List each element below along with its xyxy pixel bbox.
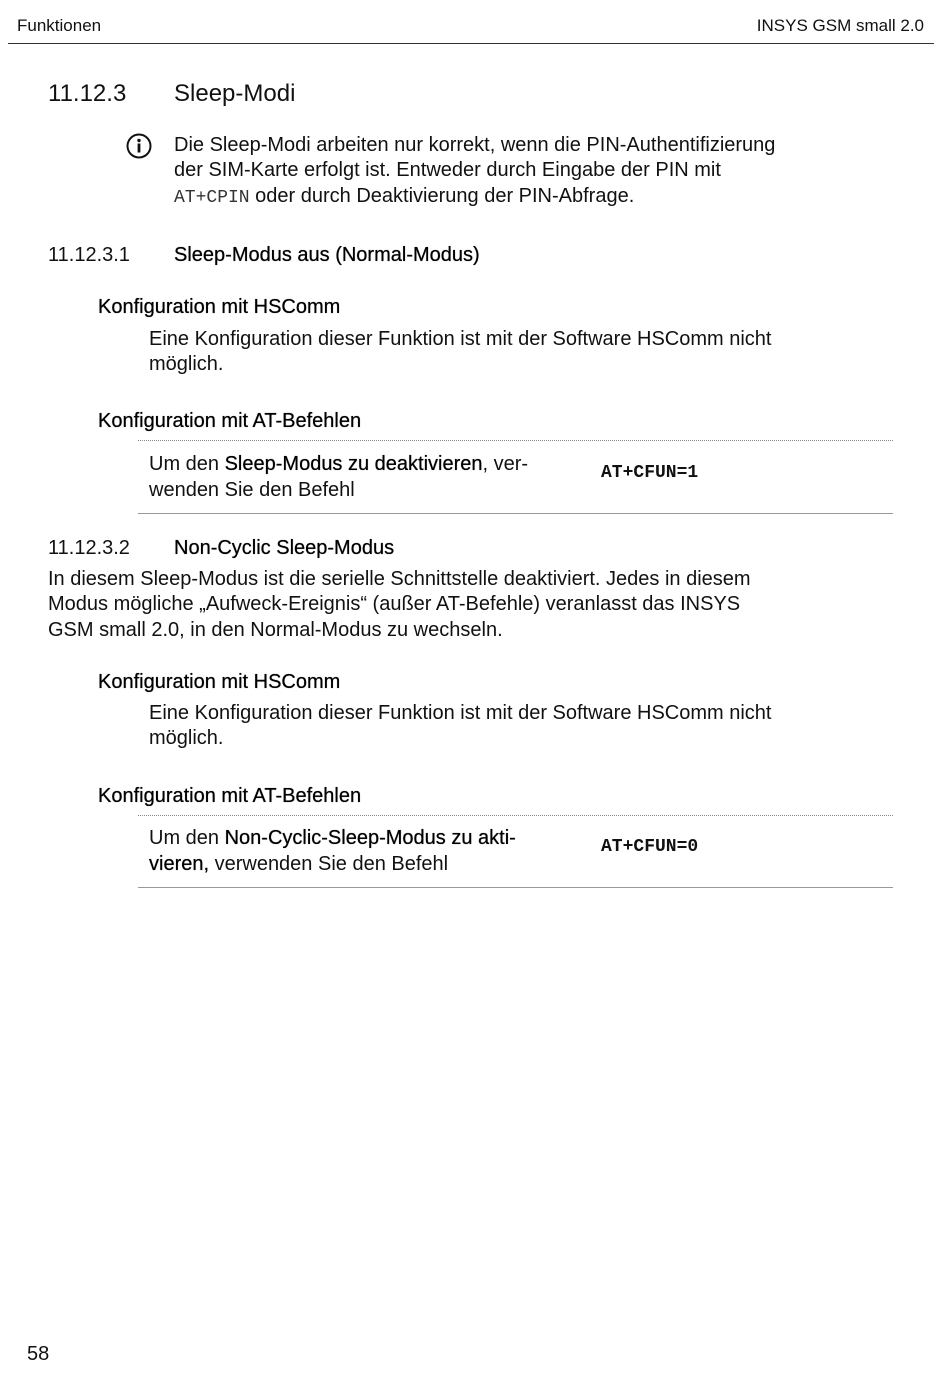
at-text-2-line-2 (149, 852, 448, 878)
subsection-1-number: 11.12.3.1 (48, 244, 130, 266)
at-command-2: AT+CFUN=0 (601, 837, 699, 857)
page-number: 58 (27, 1343, 50, 1365)
at-text-2-bold: Non-Cyclic-Sleep-Modus zu akti- (224, 827, 516, 849)
hscomm-text-2-line-1: Eine Konfiguration dieser Funktion ist mit der Software HSComm nicht (149, 702, 772, 724)
note-line-2: der SIM-Karte erfolgt ist. Entweder durch Eingabe der PIN mit (174, 159, 721, 181)
at-text-2-bold-2: vieren, (149, 853, 210, 875)
section-number: 11.12.3 (48, 80, 127, 107)
subsection-2-number: 11.12.3.2 (48, 537, 130, 559)
at-text-2-post: verwenden Sie den Befehl (209, 853, 449, 875)
section-title: Sleep-Modi (174, 80, 296, 107)
hscomm-text-1-line-2: möglich. (149, 353, 224, 375)
intro-line-3: GSM small 2.0, in den Normal-Modus zu wechseln. (48, 619, 503, 641)
hscomm-text-1-line-1: Eine Konfiguration dieser Funktion ist mit der Software HSComm nicht (149, 328, 772, 350)
table-1-top-rule (138, 440, 893, 441)
note-line-3 (174, 184, 634, 212)
intro-line-2: Modus mögliche „Aufweck-Ereignis“ (außer AT-Befehle) veranlasst das INSYS (48, 593, 741, 615)
table-1-bottom-rule (138, 513, 893, 514)
at-text-2-line-1 (149, 826, 516, 852)
at-text-1-post: , ver- (482, 453, 529, 475)
at-heading-1: Konfiguration mit AT-Befehlen (98, 410, 362, 432)
at-command-1: AT+CFUN=1 (601, 463, 699, 483)
note-code: AT+CPIN (174, 188, 250, 208)
info-icon (126, 133, 152, 159)
note-line-3-text: oder durch Deaktivierung der PIN-Abfrage. (249, 185, 635, 207)
hscomm-heading-1: Konfiguration mit HSComm (98, 296, 341, 318)
subsection-1-title: Sleep-Modus aus (Normal-Modus) (174, 244, 480, 266)
at-text-1-line-1 (149, 452, 528, 478)
at-text-1-bold: Sleep-Modus zu deaktivieren (224, 453, 483, 475)
at-heading-2: Konfiguration mit AT-Befehlen (98, 785, 362, 807)
table-2-bottom-rule (138, 887, 893, 888)
note-line-1: Die Sleep-Modi arbeiten nur korrekt, wenn die PIN-Authentifizierung (174, 134, 776, 156)
at-text-2-pre: Um den (149, 827, 225, 849)
subsection-2-title: Non-Cyclic Sleep-Modus (174, 537, 395, 559)
running-header-right: INSYS GSM small 2.0 (756, 16, 924, 35)
at-text-1-line-2: wenden Sie den Befehl (149, 479, 355, 501)
intro-line-1: In diesem Sleep-Modus ist die serielle Schnittstelle deaktiviert. Jedes in diesem (48, 568, 751, 590)
at-text-1-pre: Um den (149, 453, 225, 475)
hscomm-heading-2: Konfiguration mit HSComm (98, 671, 341, 693)
running-header-left: Funktionen (17, 16, 102, 35)
table-2-top-rule (138, 815, 893, 816)
hscomm-text-2-line-2: möglich. (149, 727, 224, 749)
header-rule (8, 43, 934, 44)
